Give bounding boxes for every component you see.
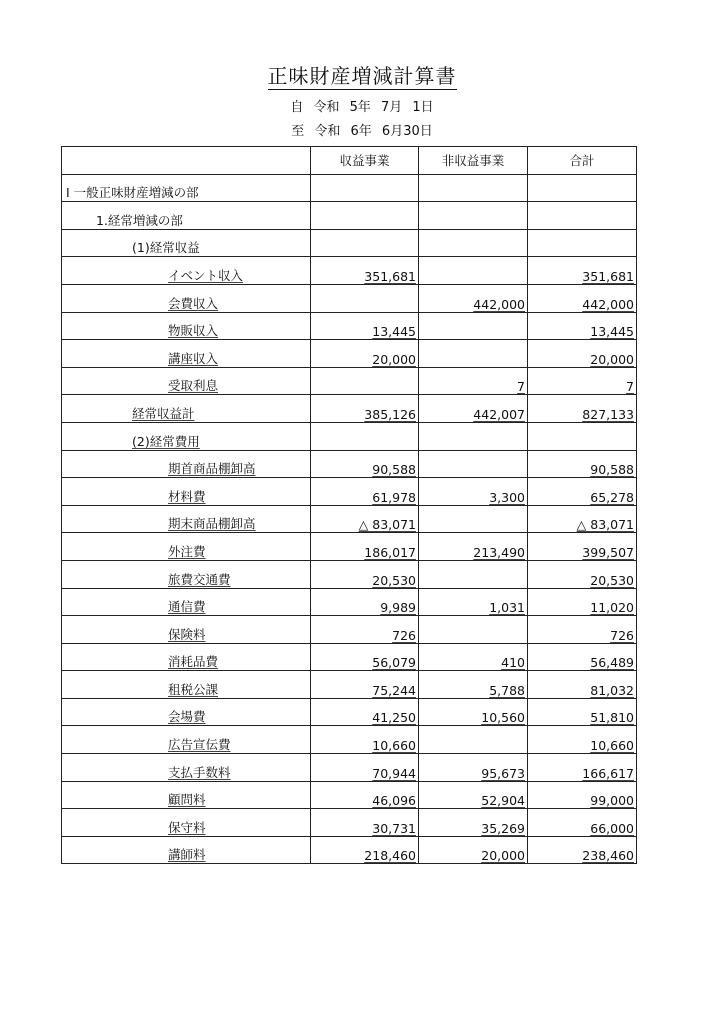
table-row — [62, 202, 637, 230]
cell-total — [528, 560, 637, 588]
table-row — [62, 698, 637, 726]
value-profit: 186,017 — [364, 544, 416, 560]
table-row — [62, 533, 637, 561]
cell-profit — [311, 367, 419, 395]
value-profit: 20,530 — [372, 572, 416, 588]
cell-profit — [311, 781, 419, 809]
cell-total — [528, 698, 637, 726]
row-label: 物販収入 — [168, 323, 219, 339]
cell-nonprofit — [419, 726, 528, 754]
value-total: 99,000 — [590, 793, 634, 809]
cell-total — [528, 284, 637, 312]
header-label — [62, 147, 311, 175]
document-title-text: 正味財産増減計算書 — [267, 64, 457, 88]
row-label: 会費収入 — [168, 295, 219, 311]
cell-profit — [311, 643, 419, 671]
period-to: 至 令和 6年 6月30日 — [291, 124, 433, 139]
cell-profit — [311, 284, 419, 312]
value-profit: 13,445 — [372, 324, 416, 340]
row-label: 講座収入 — [168, 350, 219, 366]
row-label-cell — [62, 367, 311, 395]
value-total: 351,681 — [582, 268, 634, 284]
cell-nonprofit — [419, 257, 528, 285]
cell-nonprofit — [419, 284, 528, 312]
row-label: 支払手数料 — [168, 764, 231, 780]
cell-total — [528, 726, 637, 754]
table-row — [62, 588, 637, 616]
row-label-cell — [62, 726, 311, 754]
cell-nonprofit — [419, 367, 528, 395]
cell-total — [528, 202, 637, 230]
table-row — [62, 809, 637, 837]
cell-total — [528, 616, 637, 644]
cell-total — [528, 229, 637, 257]
value-nonprofit: 10,560 — [481, 710, 525, 726]
row-label: 材料費 — [168, 488, 206, 504]
value-profit: 41,250 — [372, 710, 416, 726]
cell-profit — [311, 533, 419, 561]
cell-total — [528, 671, 637, 699]
value-total: △ 83,071 — [576, 517, 634, 533]
value-nonprofit: 20,000 — [481, 848, 525, 864]
cell-nonprofit — [419, 229, 528, 257]
cell-profit — [311, 616, 419, 644]
value-total: 726 — [610, 627, 634, 643]
row-label: 広告宣伝費 — [168, 737, 231, 753]
table-row — [62, 422, 637, 450]
value-profit: △ 83,071 — [358, 517, 416, 533]
cell-nonprofit — [419, 340, 528, 368]
value-total: 51,810 — [590, 710, 634, 726]
document-title — [0, 60, 724, 89]
cell-nonprofit — [419, 202, 528, 230]
value-nonprofit: 442,007 — [473, 406, 525, 422]
row-label-cell — [62, 588, 311, 616]
cell-nonprofit — [419, 560, 528, 588]
row-label: 保険料 — [168, 626, 206, 642]
row-label-cell — [62, 533, 311, 561]
value-profit: 61,978 — [372, 489, 416, 505]
row-label-cell — [62, 257, 311, 285]
table-row — [62, 284, 637, 312]
cell-profit — [311, 505, 419, 533]
row-label-cell — [62, 450, 311, 478]
cell-total — [528, 533, 637, 561]
cell-profit — [311, 422, 419, 450]
row-label-cell — [62, 505, 311, 533]
cell-profit — [311, 478, 419, 506]
cell-profit — [311, 340, 419, 368]
cell-profit — [311, 395, 419, 423]
header-profit: 収益事業 — [311, 147, 419, 175]
row-label-cell — [62, 781, 311, 809]
row-label-cell — [62, 229, 311, 257]
table-row — [62, 257, 637, 285]
cell-nonprofit — [419, 174, 528, 202]
cell-nonprofit — [419, 809, 528, 837]
cell-nonprofit — [419, 395, 528, 423]
value-profit: 56,079 — [372, 655, 416, 671]
row-label: 経常収益計 — [132, 405, 195, 421]
value-nonprofit: 5,788 — [489, 682, 525, 698]
value-total: 20,000 — [590, 351, 634, 367]
table-row — [62, 229, 637, 257]
value-total: 11,020 — [590, 600, 634, 616]
row-label-cell — [62, 698, 311, 726]
row-label-cell — [62, 478, 311, 506]
row-label-cell — [62, 809, 311, 837]
cell-total — [528, 643, 637, 671]
table-row — [62, 754, 637, 782]
cell-profit — [311, 836, 419, 864]
row-label-cell — [62, 754, 311, 782]
row-label-cell — [62, 422, 311, 450]
value-total: 442,000 — [582, 296, 634, 312]
table-row — [62, 781, 637, 809]
table-row — [62, 367, 637, 395]
row-label: 期末商品棚卸高 — [168, 516, 256, 532]
cell-profit — [311, 588, 419, 616]
cell-nonprofit — [419, 754, 528, 782]
row-label-cell — [62, 312, 311, 340]
value-nonprofit: 35,269 — [481, 820, 525, 836]
value-total: 65,278 — [590, 489, 634, 505]
cell-total — [528, 450, 637, 478]
cell-nonprofit — [419, 698, 528, 726]
row-label-cell — [62, 616, 311, 644]
value-nonprofit: 410 — [501, 655, 525, 671]
row-label: 消耗品費 — [168, 654, 219, 670]
value-total: 13,445 — [590, 324, 634, 340]
table-row — [62, 643, 637, 671]
cell-nonprofit — [419, 450, 528, 478]
value-profit: 10,660 — [372, 738, 416, 754]
value-total: 66,000 — [590, 820, 634, 836]
table-row — [62, 671, 637, 699]
value-total: 10,660 — [590, 738, 634, 754]
row-label-cell — [62, 836, 311, 864]
cell-profit — [311, 560, 419, 588]
row-label: 保守料 — [168, 819, 206, 835]
value-total: 56,489 — [590, 655, 634, 671]
row-label: 会場費 — [168, 709, 206, 725]
cell-profit — [311, 754, 419, 782]
value-profit: 46,096 — [372, 793, 416, 809]
cell-total — [528, 395, 637, 423]
row-label: (1)経常収益 — [132, 240, 200, 256]
table-row — [62, 450, 637, 478]
row-label: 租税公課 — [168, 681, 219, 697]
table-row — [62, 478, 637, 506]
value-nonprofit: 213,490 — [473, 544, 525, 560]
table-row — [62, 340, 637, 368]
table-row — [62, 505, 637, 533]
row-label-cell — [62, 202, 311, 230]
cell-total — [528, 312, 637, 340]
value-total: 81,032 — [590, 682, 634, 698]
cell-total — [528, 367, 637, 395]
cell-nonprofit — [419, 836, 528, 864]
table-row — [62, 616, 637, 644]
table-row — [62, 395, 637, 423]
row-label: イベント収入 — [168, 267, 244, 283]
row-label: 旅費交通費 — [168, 571, 231, 587]
value-total: 90,588 — [590, 462, 634, 478]
value-nonprofit: 52,904 — [481, 793, 525, 809]
value-profit: 30,731 — [372, 820, 416, 836]
row-label-cell — [62, 340, 311, 368]
cell-profit — [311, 698, 419, 726]
cell-total — [528, 422, 637, 450]
value-profit: 90,588 — [372, 462, 416, 478]
row-label: Ⅰ 一般正味財産増減の部 — [66, 185, 199, 201]
cell-total — [528, 478, 637, 506]
row-label-cell — [62, 284, 311, 312]
cell-nonprofit — [419, 671, 528, 699]
row-label: (2)経常費用 — [132, 433, 200, 449]
cell-nonprofit — [419, 478, 528, 506]
row-label-cell — [62, 643, 311, 671]
cell-profit — [311, 671, 419, 699]
value-total: 827,133 — [582, 406, 634, 422]
row-label: 講師料 — [168, 847, 206, 863]
header-total: 合計 — [528, 147, 637, 175]
value-nonprofit: 7 — [517, 379, 525, 395]
table-body — [62, 174, 637, 864]
cell-profit — [311, 229, 419, 257]
value-nonprofit: 1,031 — [489, 600, 525, 616]
value-profit: 20,000 — [372, 351, 416, 367]
cell-total — [528, 174, 637, 202]
header-nonprofit: 非収益事業 — [419, 147, 528, 175]
value-profit: 351,681 — [364, 268, 416, 284]
row-label: 期首商品棚卸高 — [168, 461, 256, 477]
cell-profit — [311, 809, 419, 837]
cell-nonprofit — [419, 533, 528, 561]
row-label: 顧問料 — [168, 792, 206, 808]
value-profit: 70,944 — [372, 765, 416, 781]
value-profit: 9,989 — [380, 600, 416, 616]
table-row — [62, 174, 637, 202]
cell-nonprofit — [419, 505, 528, 533]
cell-total — [528, 340, 637, 368]
value-nonprofit: 95,673 — [481, 765, 525, 781]
cell-profit — [311, 257, 419, 285]
value-nonprofit: 3,300 — [489, 489, 525, 505]
cell-nonprofit — [419, 312, 528, 340]
cell-profit — [311, 174, 419, 202]
cell-total — [528, 754, 637, 782]
cell-total — [528, 809, 637, 837]
row-label: 1.経常増減の部 — [96, 212, 183, 228]
period-from: 自 令和 5年 7月 1日 — [290, 100, 434, 115]
cell-nonprofit — [419, 643, 528, 671]
row-label-cell — [62, 395, 311, 423]
cell-profit — [311, 202, 419, 230]
cell-nonprofit — [419, 616, 528, 644]
row-label-cell — [62, 560, 311, 588]
value-profit: 218,460 — [364, 848, 416, 864]
cell-profit — [311, 726, 419, 754]
cell-total — [528, 588, 637, 616]
value-nonprofit: 442,000 — [473, 296, 525, 312]
value-total: 238,460 — [582, 848, 634, 864]
header-row — [62, 147, 637, 175]
cell-profit — [311, 312, 419, 340]
cell-total — [528, 257, 637, 285]
table-row — [62, 726, 637, 754]
cell-profit — [311, 450, 419, 478]
cell-total — [528, 781, 637, 809]
row-label-cell — [62, 174, 311, 202]
value-profit: 726 — [392, 627, 416, 643]
cell-nonprofit — [419, 422, 528, 450]
row-label: 通信費 — [168, 599, 206, 615]
cell-total — [528, 836, 637, 864]
value-profit: 75,244 — [372, 682, 416, 698]
cell-nonprofit — [419, 588, 528, 616]
row-label-cell — [62, 671, 311, 699]
row-label: 受取利息 — [168, 378, 219, 394]
table-row — [62, 836, 637, 864]
table-row — [62, 312, 637, 340]
value-total: 20,530 — [590, 572, 634, 588]
value-total: 166,617 — [582, 765, 634, 781]
value-total: 7 — [626, 379, 634, 395]
value-total: 399,507 — [582, 544, 634, 560]
cell-nonprofit — [419, 781, 528, 809]
row-label: 外注費 — [168, 543, 206, 559]
value-profit: 385,126 — [364, 406, 416, 422]
cell-total — [528, 505, 637, 533]
statement-table — [61, 146, 637, 864]
table-row — [62, 560, 637, 588]
